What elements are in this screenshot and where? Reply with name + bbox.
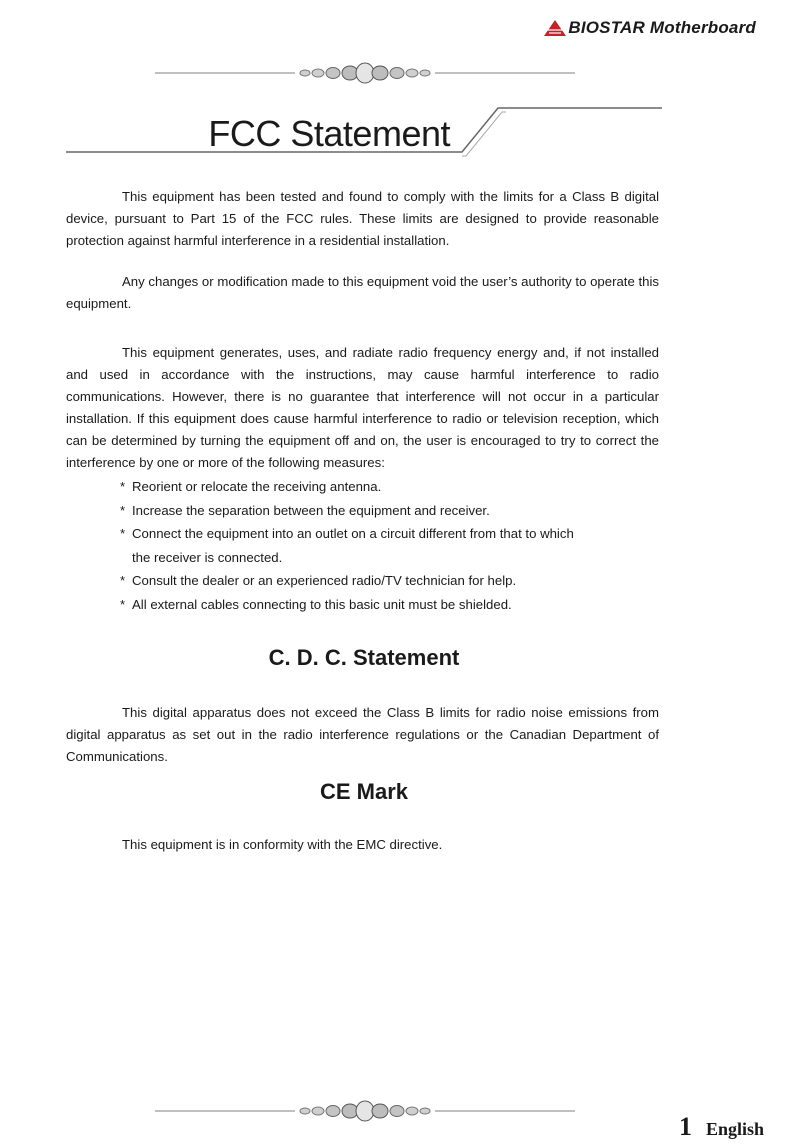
cdc-heading: C. D. C. Statement: [268, 645, 460, 670]
list-item: * Increase the separation between the equipment and receiver.: [120, 502, 490, 518]
page-number: 1: [678, 1112, 692, 1141]
title-block: [66, 105, 662, 157]
list-item: * Consult the dealer or an experienced radio/TV technician for help.: [120, 573, 517, 588]
list-item: * All external cables connecting to this basic unit must be shielded.: [120, 596, 512, 612]
brand-logo: [544, 18, 756, 38]
page-footer: [679, 1112, 764, 1142]
language-label: English: [705, 1119, 764, 1139]
fcc-paragraph-3: This equipment generates, uses, and radiate radio frequency energy and, if not installed and used in accordance with the instructions, may cause harmful interference to radio communications. However, there is no guarantee that interference will not occur in a particular installation. If this equipment does cause harmful interference to radio or television reception, which can be determined by turning the equipment off and on, the user is encouraged to try to correct the interference by one or more of the following measures:: [66, 345, 659, 470]
divider-ornament-top: [155, 62, 575, 84]
ce-paragraph: This equipment is in conformity with the EMC directive.: [122, 837, 443, 852]
cdc-paragraph: This digital apparatus does not exceed the Class B limits for radio noise emissions from digital apparatus as set out in the radio interference regulations or the Canadian Department of Communications.: [66, 705, 659, 764]
measures-list: [120, 475, 580, 616]
fcc-paragraph-1: This equipment has been tested and found to comply with the limits for a Class B digital device, pursuant to Part 15 of the FCC rules. These limits are designed to provide reasonable protection against harmful interference in a residential installation.: [66, 189, 659, 248]
fcc-paragraph-2: Any changes or modification made to this equipment void the user’s authority to operate this equipment.: [66, 274, 659, 311]
ce-heading: CE Mark: [319, 779, 409, 804]
list-item: * Connect the equipment into an outlet on a circuit different from that to which the receiver is connected.: [120, 526, 574, 565]
page-title: FCC Statement: [208, 113, 450, 154]
biostar-logo-icon: [544, 20, 566, 36]
list-item: * Reorient or relocate the receiving antenna.: [120, 479, 382, 494]
divider-ornament-bottom: [155, 1100, 575, 1122]
brand-text: BIOSTAR Motherboard: [568, 18, 756, 37]
